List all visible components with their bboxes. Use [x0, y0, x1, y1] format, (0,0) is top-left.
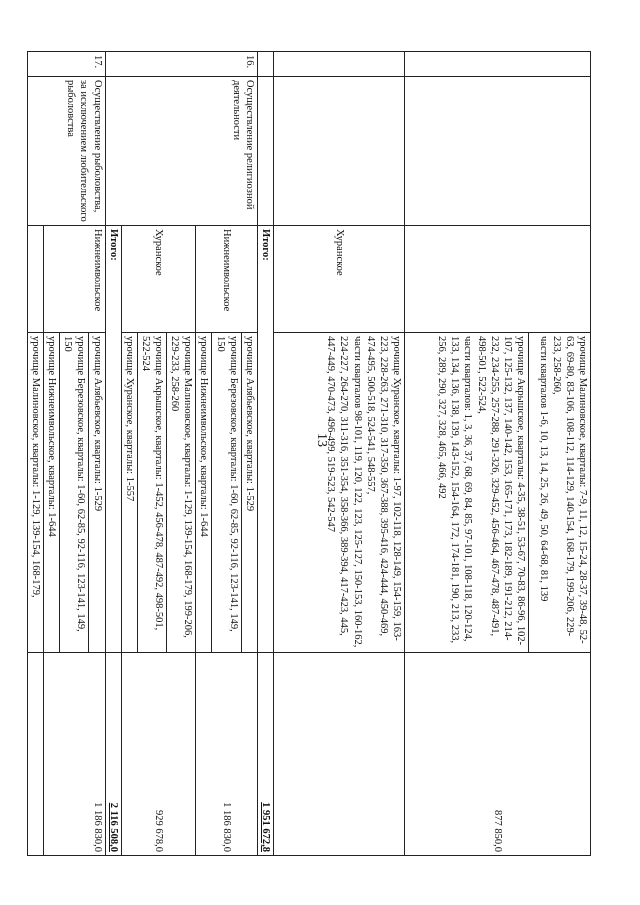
area-line: урочище Малиновское, кварталы: 7-9, 11, 12, 15-24, 28-37, 39-48, 52-63, 69-80, 83-106, 108-112, 114-129, 140-154, 168-179, 199-206, 229-233, 258-260,	[550, 336, 588, 644]
area-description: урочище Березовское, кварталы: 1-60, 62-85, 92-116, 123-141, 149, 150	[212, 333, 241, 653]
area-description: урочище Нижнеимвольское, кварталы: 1-644	[196, 333, 212, 653]
table-row	[274, 52, 405, 856]
table-row	[241, 52, 257, 856]
location-name: Нижнеимвольское	[44, 226, 106, 333]
table-row	[89, 52, 105, 856]
area-description	[529, 333, 591, 653]
total-label: Итого:	[105, 226, 121, 653]
total-amount: 1 951 672,8	[257, 653, 273, 856]
area-amount: 1 186 830,0	[44, 653, 106, 856]
area-description: урочище Алябьевское, кварталы: 1-529	[241, 333, 257, 653]
total-label: Итого:	[257, 226, 273, 653]
area-description: урочище Акрышское, кварталы: 1-452, 456-478, 487-492, 498-501, 522-524	[137, 333, 166, 653]
blank-cell	[28, 226, 44, 333]
area-line: урочище Хуранское, кварталы: 1-97, 102-118, 128-149, 154-159, 163-223, 228-263, 271-310, 317-350, 367-388, 395-416, 424-444, 450-469, 474-495, 500-518, 524-541, 548-557,	[364, 336, 402, 641]
location-name: Нижнеимвольское	[196, 226, 258, 333]
area-amount: 1 186 830,0	[196, 653, 258, 856]
blank-cell	[257, 77, 273, 226]
blank-cell	[28, 653, 44, 856]
area-description: урочище Алябьевское, кварталы: 1-529	[89, 333, 105, 653]
activity-name: Осуществление рыболовства, за исключением любительского рыболовства	[28, 77, 106, 226]
area-description: урочище Малиновское, кварталы: 1-129, 139-154, 168-179,	[28, 333, 44, 653]
activity-name	[405, 77, 591, 226]
page-number: 13	[314, 433, 329, 447]
row-number	[405, 52, 591, 77]
location-name: Хуранское	[274, 226, 405, 333]
blank-cell	[274, 77, 405, 226]
area-line: части кварталов 98-101, 119, 120, 122, 123, 125-127, 150-153, 160-162, 224-227, 264-270, 311-316, 351-354, 358-366, 389-394, 417-423, 445, 447-449, 470-473, 496-499, 519-523, 542-547	[325, 336, 363, 648]
row-number: 17.	[28, 52, 106, 77]
forest-areas-table	[27, 51, 591, 856]
area-line: части кварталов: 1, 3, 36, 37, 68, 69, 84, 85, 97-101, 108-118, 120-124, 133, 134, 136, 138, 139, 143-152, 154-164, 172, 174-181, 190, 213, 233, 256, 289, 290, 327, 328, 465, 466, 492	[436, 336, 474, 644]
table-row	[529, 52, 591, 856]
location-name	[405, 226, 591, 333]
area-description: урочище Хуранское, кварталы: 1-557	[121, 333, 137, 653]
activity-name: Осуществление религиозной деятельности	[105, 77, 257, 226]
blank-cell	[274, 52, 405, 77]
location-name: Хуранское	[121, 226, 196, 333]
row-number: 16.	[105, 52, 257, 77]
area-line: урочище Акрышское, кварталы: 4-35, 38-51, 53-67, 70-83, 86-96, 102-107, 125-132, 137, 140-142, 153, 165-171, 173, 182-189, 191-212, 214-232, 234-255, 257-288, 291-326, 329-452, 456-464, 467-478, 487-491, 498-501, 522-524,	[475, 336, 526, 646]
blank-cell	[274, 653, 405, 856]
area-description	[405, 333, 529, 653]
area-description: урочище Нижнеимвольское, кварталы: 1-644	[44, 333, 60, 653]
area-description: урочище Малиновское, кварталы: 1-129, 139-154, 168-179, 199-206, 229-233, 258-260	[167, 333, 196, 653]
area-description	[274, 333, 405, 653]
area-line: части кварталов 1-6, 10, 13, 14, 25, 26, 49, 50, 64-68, 81, 139	[537, 336, 549, 602]
area-amount: 877 850,0	[405, 653, 591, 856]
total-amount: 2 116 508,0	[105, 653, 121, 856]
area-description: урочище Березовское, кварталы: 1-60, 62-85, 92-116, 123-141, 149, 150	[60, 333, 89, 653]
table-row	[257, 52, 273, 856]
area-amount: 929 678,0	[121, 653, 196, 856]
blank-cell	[257, 52, 273, 77]
